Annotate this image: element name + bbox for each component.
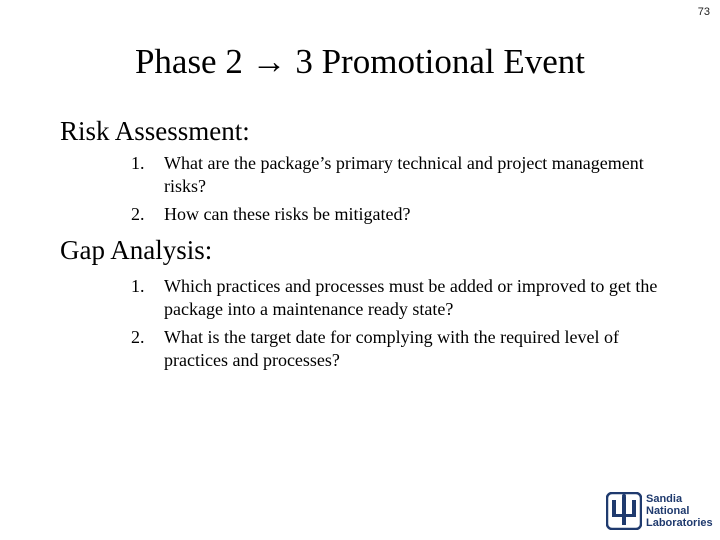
sandia-logo <box>606 490 716 532</box>
page-number: 73 <box>697 6 710 18</box>
risk-assessment-heading: Risk Assessment: <box>60 116 250 146</box>
list-item <box>131 275 671 321</box>
list-item-number: 2. <box>131 327 145 347</box>
gap-analysis-heading: Gap Analysis: <box>60 235 213 265</box>
sandia-thunderbird-icon <box>606 492 642 530</box>
list-item-text: How can these risks be mitigated? <box>164 204 411 224</box>
logo-line: Sandia <box>646 493 683 505</box>
list-item <box>131 326 671 372</box>
risk-assessment-list <box>131 152 671 231</box>
logo-line: National <box>646 505 690 517</box>
slide-title: Phase 2 → 3 Promotional Event <box>134 42 586 81</box>
logo-text <box>646 493 713 529</box>
list-item-number: 1. <box>131 276 145 296</box>
list-item <box>131 203 671 226</box>
list-item <box>131 152 671 198</box>
logo-line: Laboratories <box>646 517 713 529</box>
list-item-number: 2. <box>131 204 145 224</box>
list-item-number: 1. <box>131 153 145 173</box>
list-item-text: Which practices and processes must be added or improved to get the package into a maintenance ready state? <box>164 276 658 319</box>
list-item-text: What are the package’s primary technical and project management risks? <box>164 153 644 196</box>
list-item-text: What is the target date for complying with the required level of practices and processes? <box>164 327 620 370</box>
gap-analysis-list <box>131 275 671 377</box>
